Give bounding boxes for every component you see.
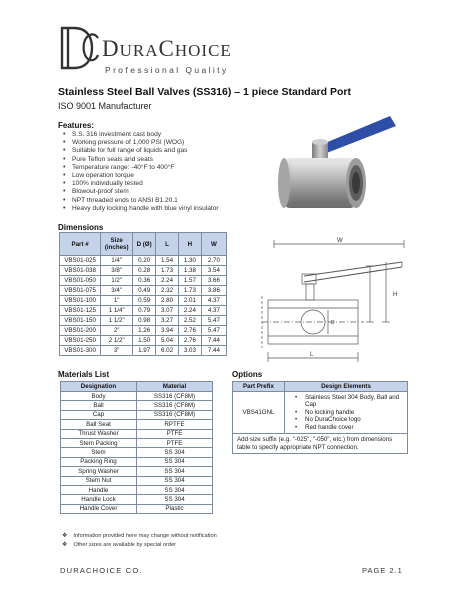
- material-value: SS316 (CF8M): [137, 410, 213, 419]
- dim-cell: 0.49: [133, 286, 156, 296]
- feature-item: • 100% individually tested: [62, 180, 219, 188]
- dim-cell: 3.86: [201, 286, 226, 296]
- diamond-bullet-icon: ❖: [62, 533, 68, 539]
- features-heading: Features:: [58, 121, 95, 130]
- dim-cell: 3.27: [156, 316, 179, 326]
- material-designation: Handle Lock: [61, 495, 137, 504]
- dim-cell: 0.20: [133, 256, 156, 266]
- option-element: • Red handle cover: [295, 424, 403, 431]
- material-designation: Ball: [61, 401, 137, 410]
- material-designation: Handle: [61, 485, 137, 494]
- table-row: [61, 401, 213, 410]
- material-value: SS 304: [137, 495, 213, 504]
- material-value: RPTFE: [137, 420, 213, 429]
- footnotes: [62, 532, 217, 550]
- feature-item: • Suitable for full range of liquids and gas: [62, 147, 219, 155]
- feature-item: • Working pressure of 1,000 PSI (WOG): [62, 139, 219, 147]
- material-designation: Stem Packing: [61, 438, 137, 447]
- table-row: [60, 346, 227, 356]
- table-row: [61, 467, 213, 476]
- dimension-drawing: [242, 236, 432, 368]
- dim-cell: 3/4": [101, 286, 133, 296]
- drawing-label-w: W: [337, 238, 343, 244]
- dim-cell: 0.79: [133, 306, 156, 316]
- dim-cell: 5.47: [201, 316, 226, 326]
- features-list: [62, 131, 219, 213]
- drawing-label-h: H: [393, 292, 398, 298]
- dim-cell: 1.57: [178, 276, 201, 286]
- dim-cell: 5.04: [156, 336, 179, 346]
- dim-cell: 2.52: [178, 316, 201, 326]
- options-note-row: [233, 434, 408, 454]
- material-designation: Spring Washer: [61, 467, 137, 476]
- dim-cell: 1/2": [101, 276, 133, 286]
- opt-header-elements: Design Elements: [285, 382, 408, 392]
- material-value: SS316 (CF8M): [137, 392, 213, 401]
- dim-header-l: L: [156, 233, 179, 256]
- dim-cell: 3/8": [101, 266, 133, 276]
- dimensions-heading: Dimensions: [58, 223, 104, 232]
- dim-cell: 2.01: [178, 296, 201, 306]
- options-heading: Options: [232, 370, 263, 379]
- dim-cell: 5.47: [201, 326, 226, 336]
- dim-cell: 2.24: [156, 276, 179, 286]
- dim-cell: 1": [101, 296, 133, 306]
- dim-cell: 7.44: [201, 346, 226, 356]
- mat-header-material: Material: [137, 382, 213, 392]
- table-row: [60, 316, 227, 326]
- dim-cell: VBS01-125: [60, 306, 101, 316]
- material-designation: Stem: [61, 448, 137, 457]
- footnote: ❖ Information provided here may change without notification: [62, 533, 217, 539]
- table-row: [61, 504, 213, 513]
- options-header-row: [233, 382, 408, 392]
- dim-cell: 3.66: [201, 276, 226, 286]
- dim-cell: 2 1/2": [101, 336, 133, 346]
- dc-monogram-icon: [58, 22, 100, 72]
- table-row: [61, 429, 213, 438]
- materials-header-row: [61, 382, 213, 392]
- material-designation: Cap: [61, 410, 137, 419]
- dim-cell: 1/4": [101, 256, 133, 266]
- mat-header-designation: Designation: [61, 382, 137, 392]
- dimensions-body: [60, 256, 227, 356]
- dim-cell: VBS01-038: [60, 266, 101, 276]
- dim-cell: 1.38: [178, 266, 201, 276]
- footer-company: DURACHOICE CO.: [60, 566, 143, 575]
- material-value: Plastic: [137, 504, 213, 513]
- dim-cell: 1.73: [178, 286, 201, 296]
- dim-cell: 3.03: [178, 346, 201, 356]
- page-title: Stainless Steel Ball Valves (SS316) – 1 piece Standard Port: [58, 86, 351, 98]
- drawing-label-d: D: [331, 320, 335, 326]
- material-designation: Body: [61, 392, 137, 401]
- feature-item: • NPT threaded ends to ANSI B1.20.1: [62, 197, 219, 205]
- option-part-prefix: VBS41GNL: [233, 392, 285, 434]
- dim-cell: VBS01-025: [60, 256, 101, 266]
- option-elements-cell: [285, 392, 408, 434]
- materials-body: [61, 392, 213, 514]
- dim-cell: 6.02: [156, 346, 179, 356]
- table-row: [61, 438, 213, 447]
- material-value: SS 304: [137, 467, 213, 476]
- dim-cell: 1.54: [156, 256, 179, 266]
- table-row: [61, 392, 213, 401]
- dim-cell: 1.97: [133, 346, 156, 356]
- table-row: [60, 266, 227, 276]
- dim-cell: 0.59: [133, 296, 156, 306]
- material-designation: Stem Nut: [61, 476, 137, 485]
- dim-header-d: D (Ø): [133, 233, 156, 256]
- feature-item: • Blowout-proof stem: [62, 188, 219, 196]
- option-elements-list: [285, 392, 407, 433]
- table-row: [60, 326, 227, 336]
- dim-cell: VBS01-100: [60, 296, 101, 306]
- material-value: SS 304: [137, 485, 213, 494]
- dim-cell: 1 1/2": [101, 316, 133, 326]
- dim-cell: 2.70: [201, 256, 226, 266]
- dim-cell: VBS01-150: [60, 316, 101, 326]
- opt-header-prefix: Part Prefix: [233, 382, 285, 392]
- footer-page-number: PAGE 2.1: [362, 566, 403, 575]
- material-designation: Handle Cover: [61, 504, 137, 513]
- dim-cell: VBS01-200: [60, 326, 101, 336]
- dim-header-part: Part #: [60, 233, 101, 256]
- dim-cell: 3.94: [156, 326, 179, 336]
- dim-cell: 1 1/4": [101, 306, 133, 316]
- feature-item: • Temperature range: -40°F to 400°F: [62, 164, 219, 172]
- material-designation: Packing Ring: [61, 457, 137, 466]
- dim-cell: VBS01-075: [60, 286, 101, 296]
- options-table: [232, 381, 408, 454]
- material-value: SS 304: [137, 448, 213, 457]
- dim-cell: 4.37: [201, 296, 226, 306]
- dim-cell: 0.36: [133, 276, 156, 286]
- table-row: [60, 336, 227, 346]
- material-value: SS 304: [137, 476, 213, 485]
- material-value: SS316 (CF8M): [137, 401, 213, 410]
- table-row: [60, 306, 227, 316]
- drawing-label-l: L: [310, 352, 314, 358]
- brand-tagline: Professional Quality: [105, 65, 229, 75]
- material-designation: Ball Seat: [61, 420, 137, 429]
- dim-cell: 2": [101, 326, 133, 336]
- dim-cell: 3.07: [156, 306, 179, 316]
- material-value: PTFE: [137, 438, 213, 447]
- material-designation: Thrust Washer: [61, 429, 137, 438]
- table-row: [61, 485, 213, 494]
- dim-cell: 2.76: [178, 326, 201, 336]
- table-row: [61, 476, 213, 485]
- feature-item: • Heavy duty locking handle with blue vinyl insulator: [62, 205, 219, 213]
- brand-logo: [58, 22, 258, 78]
- feature-item: • Pure Teflon seals and seats: [62, 156, 219, 164]
- dim-cell: 0.28: [133, 266, 156, 276]
- dim-cell: 2.32: [156, 286, 179, 296]
- options-note: Add size suffix (e.g. "-025", "-050", etc.) from dimensions table to specify appropriate NPT connection.: [233, 434, 408, 454]
- dim-cell: 2.80: [156, 296, 179, 306]
- table-row: [61, 448, 213, 457]
- feature-item: • Low operation torque: [62, 172, 219, 180]
- brand-name: DURACHOICE: [102, 36, 232, 61]
- table-row: [60, 256, 227, 266]
- options-row: [233, 392, 408, 434]
- material-value: PTFE: [137, 429, 213, 438]
- dim-cell: 1.26: [133, 326, 156, 336]
- table-row: [60, 286, 227, 296]
- table-row: [61, 495, 213, 504]
- dim-header-w: W: [201, 233, 226, 256]
- page-subtitle: ISO 9001 Manufacturer: [58, 101, 152, 111]
- dim-cell: 3": [101, 346, 133, 356]
- materials-heading: Materials List: [58, 370, 110, 379]
- dim-cell: 1.73: [156, 266, 179, 276]
- table-row: [61, 410, 213, 419]
- dimensions-header-row: [60, 233, 227, 256]
- dim-cell: 1.50: [133, 336, 156, 346]
- table-row: [61, 457, 213, 466]
- table-row: [61, 420, 213, 429]
- dim-cell: 4.37: [201, 306, 226, 316]
- option-element: • No locking handle: [295, 409, 403, 416]
- dim-cell: VBS01-300: [60, 346, 101, 356]
- table-row: [60, 276, 227, 286]
- dim-cell: VBS01-250: [60, 336, 101, 346]
- dim-cell: 7.44: [201, 336, 226, 346]
- table-row: [60, 296, 227, 306]
- dim-cell: VBS01-050: [60, 276, 101, 286]
- materials-table: [60, 381, 213, 514]
- dim-header-h: H: [178, 233, 201, 256]
- feature-item: • S.S. 316 investment cast body: [62, 131, 219, 139]
- handle-cover: [318, 116, 396, 154]
- diamond-bullet-icon: ❖: [62, 542, 68, 548]
- dim-cell: 3.54: [201, 266, 226, 276]
- dim-cell: 2.76: [178, 336, 201, 346]
- dim-cell: 0.98: [133, 316, 156, 326]
- material-value: SS 304: [137, 457, 213, 466]
- option-element: • Stainless Steel 304 Body, Ball and Cap: [295, 394, 403, 409]
- valve-photo: [262, 112, 412, 224]
- dim-cell: 2.24: [178, 306, 201, 316]
- footnote: ❖ Other sizes are available by special order: [62, 542, 176, 548]
- option-element: • No DuraChoice logo: [295, 416, 403, 423]
- dim-header-size: Size (inches): [101, 233, 133, 256]
- dimensions-table: [59, 232, 227, 356]
- dim-cell: 1.30: [178, 256, 201, 266]
